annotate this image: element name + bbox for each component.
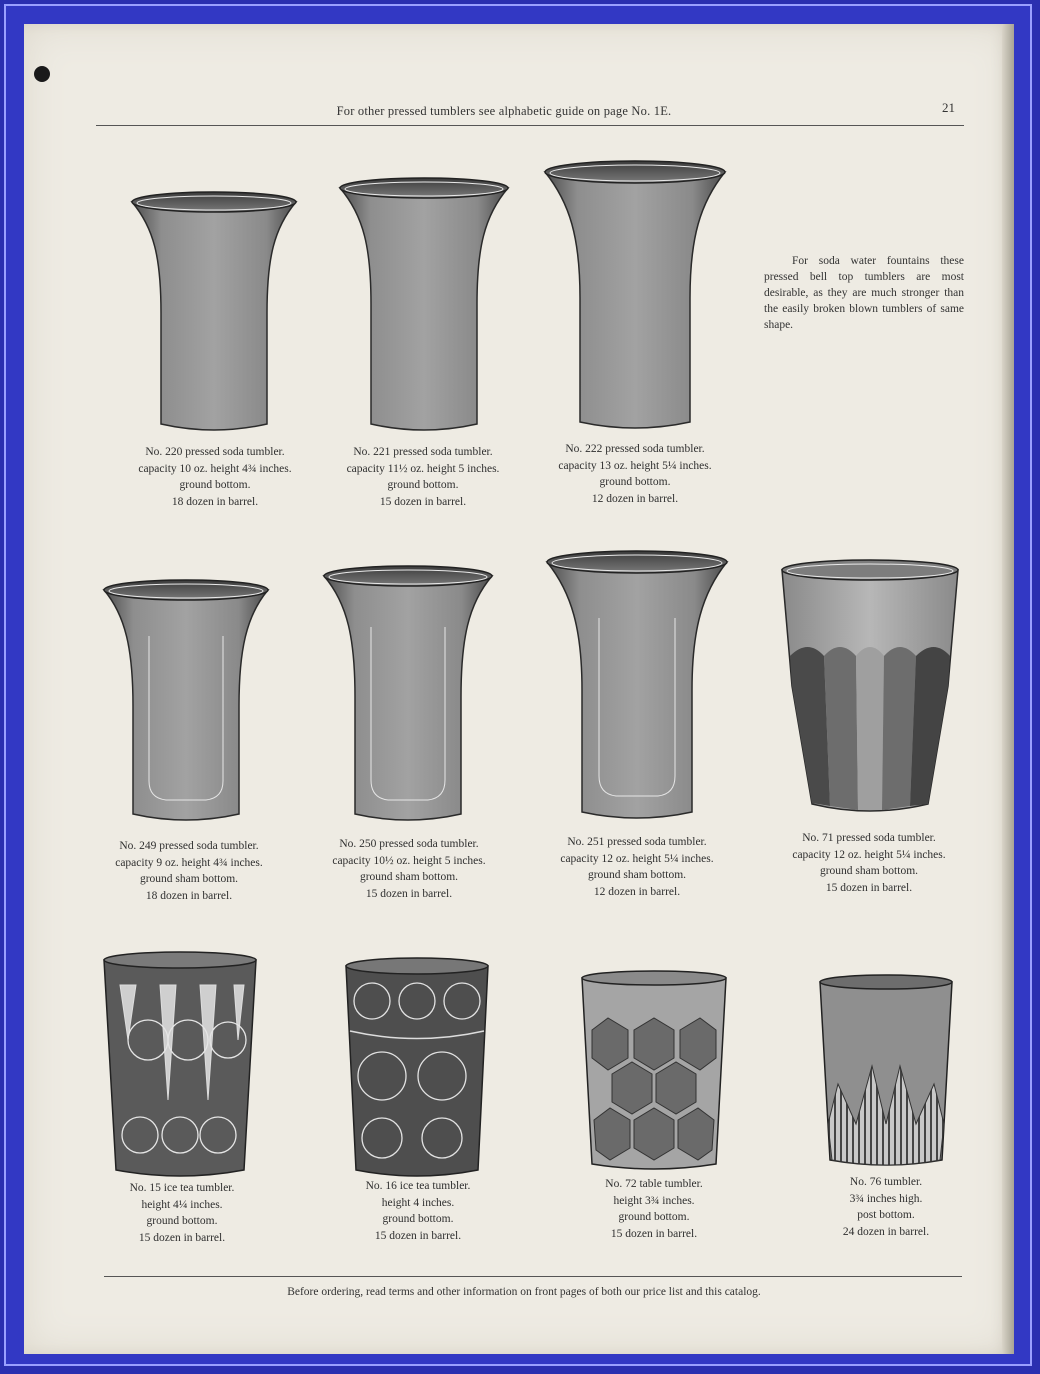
caption-line: 12 dozen in barrel. bbox=[591, 492, 679, 505]
caption-line: height 4¼ inches. bbox=[141, 1198, 223, 1211]
tumbler-222-caption bbox=[530, 441, 740, 507]
caption-line: capacity 12 oz. height 5¼ inches. bbox=[560, 852, 714, 865]
tumbler-220-caption bbox=[110, 444, 320, 510]
tumbler-72-caption bbox=[554, 1176, 754, 1242]
caption-line: No. 72 table tumbler. bbox=[605, 1178, 703, 1190]
tumbler-249-caption bbox=[84, 838, 294, 904]
tumbler-71-caption bbox=[764, 830, 974, 896]
photo-frame bbox=[4, 4, 1032, 1366]
caption-line: ground sham bottom. bbox=[819, 865, 919, 877]
tumbler-250-caption bbox=[304, 836, 514, 902]
header-rule bbox=[96, 125, 964, 126]
caption-line: ground bottom. bbox=[387, 479, 459, 491]
tumbler-249-image bbox=[96, 576, 276, 828]
caption-line: No. 249 pressed soda tumbler. bbox=[119, 840, 259, 852]
soda-fountain-note: For soda water fountains these pressed bell top tumblers are most desirable, as they are much stronger than the easily broken blown tumblers of same shape. bbox=[764, 255, 964, 331]
caption-line: ground bottom. bbox=[146, 1215, 218, 1227]
caption-line: No. 250 pressed soda tumbler. bbox=[339, 838, 479, 850]
tumbler-251-caption bbox=[532, 834, 742, 900]
caption-line: ground sham bottom. bbox=[139, 873, 239, 885]
caption-line: No. 76 tumbler. bbox=[849, 1176, 923, 1188]
caption-line: ground bottom. bbox=[382, 1213, 454, 1225]
caption-line: ground sham bottom. bbox=[359, 871, 459, 883]
caption-line: ground sham bottom. bbox=[587, 869, 687, 881]
tumbler-250-image bbox=[318, 562, 498, 828]
caption-line: No. 222 pressed soda tumbler. bbox=[565, 443, 705, 455]
caption-line: height 4 inches. bbox=[381, 1196, 455, 1209]
caption-line: ground bottom. bbox=[179, 479, 251, 491]
page-footer: Before ordering, read terms and other information on front pages of both our price list and this catalog. bbox=[287, 1286, 761, 1298]
caption-line: No. 16 ice tea tumbler. bbox=[365, 1180, 471, 1192]
caption-line: 15 dozen in barrel. bbox=[379, 495, 467, 508]
caption-line: 15 dozen in barrel. bbox=[365, 887, 453, 900]
caption-line: 15 dozen in barrel. bbox=[610, 1227, 698, 1240]
caption-line: height 3¾ inches. bbox=[613, 1194, 695, 1207]
caption-line: ground bottom. bbox=[618, 1211, 690, 1223]
tumbler-15-caption bbox=[82, 1180, 282, 1246]
tumbler-15-image bbox=[100, 950, 260, 1184]
tumbler-221-caption bbox=[318, 444, 528, 510]
tumbler-16-caption bbox=[318, 1178, 518, 1244]
caption-line: 15 dozen in barrel. bbox=[138, 1231, 226, 1244]
tumbler-76-caption bbox=[786, 1174, 986, 1240]
tumbler-222-image bbox=[540, 158, 730, 434]
tumbler-71-image bbox=[778, 556, 962, 820]
caption-line: capacity 10½ oz. height 5 inches. bbox=[332, 854, 486, 867]
caption-line: post bottom. bbox=[857, 1209, 915, 1221]
page-number: 21 bbox=[942, 100, 955, 115]
tumbler-16-image bbox=[342, 956, 492, 1182]
caption-line: No. 15 ice tea tumbler. bbox=[129, 1182, 235, 1194]
page-header: For other pressed tumblers see alphabetic guide on page No. 1E. bbox=[336, 104, 672, 118]
caption-line: No. 71 pressed soda tumbler. bbox=[802, 832, 936, 844]
caption-line: 15 dozen in barrel. bbox=[825, 881, 913, 894]
caption-line: ground bottom. bbox=[599, 476, 671, 488]
caption-line: capacity 9 oz. height 4¾ inches. bbox=[115, 856, 263, 869]
page-edge-shadow bbox=[1002, 24, 1014, 1354]
caption-line: capacity 10 oz. height 4¾ inches. bbox=[138, 462, 292, 475]
tumbler-221-image bbox=[334, 174, 514, 436]
tumbler-251-image bbox=[542, 548, 732, 826]
caption-line: 12 dozen in barrel. bbox=[593, 885, 681, 898]
caption-line: No. 221 pressed soda tumbler. bbox=[353, 446, 493, 458]
caption-line: 18 dozen in barrel. bbox=[171, 495, 259, 508]
punch-hole bbox=[34, 66, 50, 82]
caption-line: 3¾ inches high. bbox=[849, 1192, 923, 1205]
caption-line: capacity 12 oz. height 5¼ inches. bbox=[792, 848, 946, 861]
caption-line: capacity 13 oz. height 5¼ inches. bbox=[558, 459, 712, 472]
tumbler-72-image bbox=[578, 970, 730, 1176]
caption-line: No. 251 pressed soda tumbler. bbox=[567, 836, 707, 848]
tumbler-220-image bbox=[124, 188, 304, 438]
caption-line: capacity 11½ oz. height 5 inches. bbox=[346, 462, 500, 475]
tumbler-76-image bbox=[816, 974, 956, 1172]
footer-rule bbox=[104, 1276, 962, 1277]
catalog-page bbox=[24, 24, 1014, 1354]
caption-line: 18 dozen in barrel. bbox=[145, 889, 233, 902]
caption-line: 15 dozen in barrel. bbox=[374, 1229, 462, 1242]
caption-line: 24 dozen in barrel. bbox=[842, 1225, 930, 1238]
caption-line: No. 220 pressed soda tumbler. bbox=[145, 446, 285, 458]
